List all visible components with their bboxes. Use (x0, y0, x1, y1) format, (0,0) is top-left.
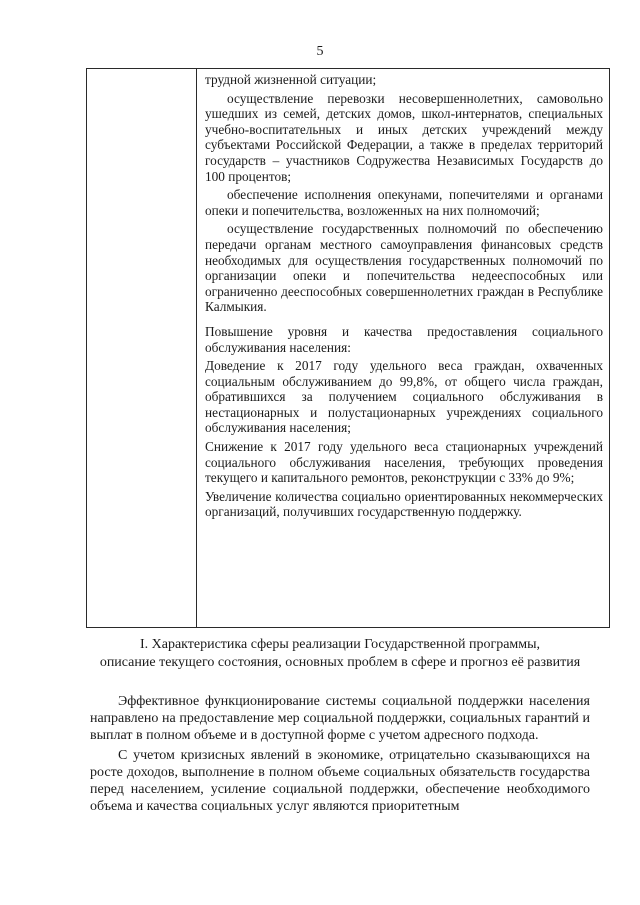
body-paragraph-2: С учетом кризисных явлений в экономике, отрицательно сказывающихся на росте доходов, выполнение в полном объеме социальных обязательств государства перед населением, усиление социальной поддержки, обеспечение необходимого объема и качества социальных услуг являются приоритетным (90, 748, 590, 814)
table-item-nko-support: Увеличение количества социально ориентированных некоммерческих организаций, получивших государственную поддержку. (205, 488, 603, 520)
table-item-guardianship: обеспечение исполнения опекунами, попечителями и органами опеки и попечительства, возложенных на них полномочий; (205, 187, 603, 218)
section-heading-line-1: I. Характеристика сферы реализации Государственной программы, (139, 637, 541, 652)
table-item-repair-target: Снижение к 2017 году удельного веса стационарных учреждений социального обслуживания населения, требующих проведения текущего и капитального ремонтов, реконструкции с 33% до 9%; (205, 439, 603, 486)
table-column-divider (196, 68, 197, 628)
section-body (90, 693, 590, 815)
table-item-service-quality: Повышение уровня и качества предоставления социального обслуживания населения: (205, 323, 603, 355)
table-item-hardship: трудной жизненной ситуации; (205, 72, 377, 87)
section-heading (60, 636, 620, 672)
table-item-state-powers: осуществление государственных полномочий по обеспечению передачи органам местного самоуправления финансовых средств необходимых для осуществления государственных полномочий по организации опеки и попечительства недееспособных или ограниченно дееспособных совершеннолетних граждан в Республике Калмыкия. (205, 221, 603, 315)
body-paragraph-1: Эффективное функционирование системы социальной поддержки населения направлено на предоставление мер социальной поддержки, социальных гарантий и выплат в полном объеме и в доступной форме с учетом адресного подхода. (90, 694, 590, 743)
page-number: 5 (316, 44, 324, 59)
table-right-cell (205, 72, 603, 520)
table-item-coverage-target: Доведение к 2017 году удельного веса граждан, охваченных социальным обслуживанием до 99,8%, от общего числа граждан, обратившихся за получением социального обслуживания в нестационарных и полустационарных учреждениях социального обслуживания населения; (205, 358, 603, 436)
table-item-transport-minors: осуществление перевозки несовершеннолетних, самовольно ушедших из семей, детских домов, школ-интернатов, специальных учебно-воспитательных и иных детских учреждений между субъектами Российской Федерации, а также в пределах территорий государств – участников Содружества Независимых Государств до 100 процентов; (205, 90, 603, 184)
section-heading-line-2: описание текущего состояния, основных проблем в сфере и прогноз её развития (99, 655, 581, 670)
